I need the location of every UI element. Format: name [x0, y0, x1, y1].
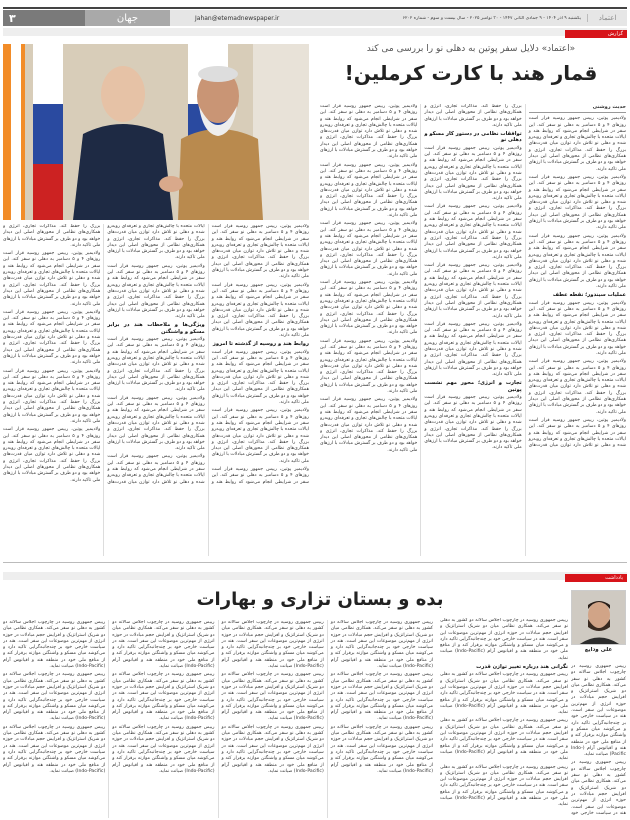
paragraph: ولادیمیر پوتین، رییس جمهور روسیه قرار است روزهای ۴ و ۵ دسامبر به دهلی نو سفر کند. این سفر در شرایطی انجام می‌شود که روابط هند و ایالات متحده با چالش‌های تجاری و تعرفه‌ای روبه‌رو شده و دهلی نو تلاش دارد توازن میان قدرت‌های بزرگ را حفظ کند. مذاکرات تجاری، انرژی و همکاری‌های نظامی از محورهای اصلی این دیدار خواهد بود و دو طرف بر گسترش مبادلات با ارزهای ملی تاکید دارند.	[211, 349, 309, 406]
paragraph: ولادیمیر پوتین، رییس جمهور روسیه قرار است روزهای ۴ و ۵ دسامبر به دهلی نو سفر کند. این سفر در شرایطی انجام می‌شود که روابط هند و ایالات متحده با چالش‌های تجاری و تعرفه‌ای روبه‌رو شده و دهلی نو تلاش دارد توازن میان قدرت‌های بزرگ را حفظ کند. مذاکرات تجاری، انرژی و همکاری‌های نظامی از محورهای اصلی این دیدار خواهد بود و دو طرف بر گسترش مبادلات با ارزهای ملی تاکید دارند.	[107, 337, 205, 393]
top-rule	[3, 7, 627, 9]
subhead: روابط هند و روسیه از گذشته تا امروز	[212, 341, 309, 348]
paragraph: ولادیمیر پوتین، رییس جمهور روسیه قرار است روزهای ۴ و ۵ دسامبر به دهلی نو سفر کند. این سفر در شرایطی انجام می‌شود که روابط هند و ایالات متحده با چالش‌های تجاری و تعرفه‌ای روبه‌رو شده و دهلی نو تلاش دارد توازن میان قدرت‌های بزرگ را حفظ کند. مذاکرات تجاری، انرژی و همکاری‌های نظامی از محورهای اصلی این دیدار خواهد بود و دو طرف بر گسترش مبادلات با ارزهای ملی تاکید دارند.	[320, 221, 418, 277]
paragraph: ولادیمیر پوتین، رییس جمهور روسیه قرار است روزهای ۴ و ۵ دسامبر به دهلی نو سفر کند. این سفر در شرایطی انجام می‌شود که روابط هند و ایالات متحده با چالش‌های تجاری و تعرفه‌ای روبه‌رو شده و دهلی نو تلاش دارد توازن میان قدرت‌های بزرگ را حفظ کند. مذاکرات تجاری، انرژی و همکاری‌های نظامی از محورهای اصلی این دیدار خواهد بود و دو طرف بر گسترش مبادلات با ارزهای ملی تاکید دارند.	[320, 397, 418, 453]
report-tag: گزارش	[565, 30, 627, 38]
paragraph: رییس جمهوری روسیه در چارچوب اجلاس سالانه دو کشور به دهلی نو سفر می‌کند. همکاری نظامی میان دو شریک استراتژیک و افزایش حجم مبادلات در حوزه انرژی از مهم‌ترین موضوعات این سفر است. هند در سیاست خارجی خود بر چندجانبه‌گرایی تاکید دارد و می‌کوشد میان مسکو و واشنگتن موازنه برقرار کند و از منافع ملی خود در منطقه هند و اقیانوس آرام (Indo-Pacific) صیانت نماید.	[221, 620, 324, 670]
paragraph: ولادیمیر پوتین، رییس جمهور روسیه قرار است روزهای ۴ و ۵ دسامبر به دهلی نو سفر کند. این سفر در شرایطی انجام می‌شود که روابط هند و ایالات متحده با چالش‌های تجاری و تعرفه‌ای روبه‌رو شده و دهلی نو تلاش دارد توازن میان قدرت‌های بزرگ را حفظ کند. مذاکرات تجاری، انرژی و همکاری‌های نظامی از محورهای اصلی این دیدار خواهد بود و دو طرف بر گسترش مبادلات با ارزهای ملی تاکید دارند.	[528, 359, 626, 415]
note-tag: یادداشت	[565, 574, 627, 582]
paragraph: ولادیمیر پوتین، رییس جمهور روسیه قرار است روزهای ۴ و ۵ دسامبر به دهلی نو سفر کند. این سفر در شرایطی انجام می‌شود که روابط هند و ایالات متحده با چالش‌های تجاری و تعرفه‌ای روبه‌رو شده و دهلی نو تلاش دارد توازن میان قدرت‌های بزرگ را حفظ کند. مذاکرات تجاری، انرژی و همکاری‌های نظامی از محورهای اصلی این دیدار خواهد بود و دو طرف بر گسترش مبادلات با ارزهای ملی تاکید دارند.	[320, 338, 418, 395]
paragraph: رییس جمهوری روسیه در چارچوب اجلاس سالانه دو کشور به دهلی نو سفر می‌کند. همکاری نظامی میان دو شریک استراتژیک و افزایش حجم مبادلات در حوزه انرژی از مهم‌ترین موضوعات این سفر است. هند در سیاست خارجی خود بر چندجانبه‌گرایی تاکید دارد و می‌کوشد میان مسکو و واشنگتن موازنه برقرار کند و از منافع ملی خود در منطقه هند و اقیانوس آرام (Indo-Pacific) صیانت نماید.	[112, 672, 215, 722]
paragraph: ولادیمیر پوتین، رییس جمهور روسیه قرار است روزهای ۴ و ۵ دسامبر به دهلی نو سفر کند. این سفر در شرایطی انجام می‌شود که روابط هند و ایالات متحده با چالش‌های تجاری و تعرفه‌ای روبه‌رو شده و دهلی نو تلاش دارد توازن میان قدرت‌های بزرگ را حفظ کند. مذاکرات تجاری، انرژی و همکاری‌های نظامی از محورهای اصلی این دیدار خواهد بود و دو طرف بر گسترش مبادلات با ارزهای ملی تاکید دارند.	[528, 233, 626, 290]
section-divider	[3, 562, 627, 563]
subhead: ویژگی‌ها و ملاحظات هند در برابر مسکو و واشنگتن	[107, 322, 205, 335]
paragraph: ولادیمیر پوتین، رییس جمهور روسیه قرار است روزهای ۴ و ۵ دسامبر به دهلی نو سفر کند. این سفر در شرایطی انجام می‌شود که روابط هند و ایالات متحده با چالش‌های تجاری و تعرفه‌ای روبه‌رو شده و دهلی نو تلاش دارد توازن میان قدرت‌های بزرگ را حفظ کند. مذاکرات تجاری، انرژی و همکاری‌های نظامی از محورهای اصلی این دیدار خواهد بود و دو طرف بر گسترش مبادلات با ارزهای ملی تاکید دارند.	[424, 321, 522, 378]
article-author: حدیث روشنی	[529, 104, 626, 113]
page-header	[3, 10, 627, 26]
paragraph: ولادیمیر پوتین، رییس جمهور روسیه قرار است روزهای ۴ و ۵ دسامبر به دهلی نو سفر کند. این سفر در شرایطی انجام می‌شود که روابط هند و ایالات متحده با چالش‌های تجاری و تعرفه‌ای روبه‌رو شده و دهلی نو تلاش دارد توازن میان قدرت‌های بزرگ را حفظ کند. مذاکرات تجاری، انرژی و همکاری‌های نظامی از محورهای اصلی این دیدار خواهد بود و دو طرف بر گسترش مبادلات با ارزهای ملی تاکید دارند.	[528, 116, 626, 172]
note-body-right	[440, 618, 568, 818]
section-email[interactable]: Jahan@etemadnewspaper.ir	[195, 14, 280, 22]
paragraph: رییس جمهوری روسیه در چارچوب اجلاس سالانه دو کشور به دهلی نو سفر می‌کند. همکاری نظامی میان دو شریک استراتژیک و افزایش حجم مبادلات در حوزه انرژی از مهم‌ترین موضوعات این سفر است. هند در سیاست خارجی خود بر چندجانبه‌گرایی تاکید دارد و می‌کوشد میان مسکو و واشنگتن موازنه برقرار کند و از منافع ملی خود در منطقه هند و اقیانوس آرام (Indo-Pacific) صیانت نماید.	[440, 618, 568, 661]
article-kicker: «اعتماد» دلایل سفر پوتین به دهلی نو را بررسی می کند	[366, 44, 576, 54]
paragraph: ولادیمیر پوتین، رییس جمهور روسیه قرار است روزهای ۴ و ۵ دسامبر به دهلی نو سفر کند. این سفر در شرایطی انجام می‌شود که روابط هند و ایالات متحده با چالش‌های تجاری و تعرفه‌ای روبه‌رو شده و دهلی نو تلاش دارد توازن میان قدرت‌های بزرگ را حفظ کند. مذاکرات تجاری، انرژی و همکاری‌های نظامی از محورهای اصلی این دیدار خواهد بود و دو طرف بر گسترش مبادلات با ارزهای ملی تاکید دارند.	[3, 368, 101, 424]
paragraph: رییس جمهوری روسیه در چارچوب اجلاس سالانه دو کشور به دهلی نو سفر می‌کند. همکاری نظامی میان دو شریک استراتژیک و افزایش حجم مبادلات در حوزه انرژی از مهم‌ترین موضوعات این سفر است. هند در سیاست خارجی خود بر چندجانبه‌گرایی تاکید دارد و می‌کوشد میان مسکو و واشنگتن موازنه برقرار کند و از منافع ملی خود در منطقه هند و اقیانوس آرام (Indo-Pacific) صیانت نماید.	[330, 672, 433, 722]
paragraph: رییس جمهوری روسیه در چارچوب اجلاس سالانه دو کشور به دهلی نو سفر می‌کند. همکاری نظامی میان دو شریک استراتژیک و افزایش حجم مبادلات در حوزه انرژی از مهم‌ترین موضوعات این سفر است. هند در سیاست خارجی خود بر چندجانبه‌گرایی تاکید دارد و می‌کوشد میان مسکو و واشنگتن موازنه برقرار کند و از منافع ملی خود در منطقه هند و اقیانوس آرام (Indo-Pacific) صیانت نماید.	[221, 672, 324, 722]
paragraph: رییس جمهوری روسیه در چارچوب اجلاس سالانه دو کشور به دهلی نو سفر می‌کند. همکاری نظامی میان دو شریک استراتژیک و افزایش حجم مبادلات در حوزه انرژی از مهم‌ترین موضوعات این سفر است. هند در سیاست خارجی خود بر چندجانبه‌گرایی تاکید دارد و می‌کوشد میان مسکو و واشنگتن موازنه برقرار کند و از منافع ملی خود در منطقه هند و اقیانوس آرام (Indo-Pacific) صیانت نماید.	[440, 672, 568, 716]
paragraph: ولادیمیر پوتین، رییس جمهور روسیه قرار است روزهای ۴ و ۵ دسامبر به دهلی نو سفر کند. این سفر در شرایطی انجام می‌شود که روابط هند و ایالات متحده با چالش‌های تجاری و تعرفه‌ای روبه‌رو شده و دهلی نو تلاش دارد توازن میان قدرت‌های بزرگ را حفظ کند. مذاکرات تجاری، انرژی و همکاری‌های نظامی از محورهای اصلی این دیدار خواهد بود و دو طرف بر گسترش مبادلات با ارزهای ملی تاکید دارند.	[528, 300, 626, 356]
gray-band	[3, 28, 627, 36]
paragraph: ولادیمیر پوتین، رییس جمهور روسیه قرار است روزهای ۴ و ۵ دسامبر به دهلی نو سفر کند. این سفر در شرایطی انجام می‌شود که روابط هند و ایالات متحده با چالش‌های تجاری و تعرفه‌ای روبه‌رو شده و دهلی نو تلاش دارد توازن میان قدرت‌های بزرگ را حفظ کند. مذاکرات تجاری، انرژی و همکاری‌های نظامی از محورهای اصلی این دیدار خواهد بود و دو طرف بر گسترش مبادلات با ارزهای ملی تاکید دارند.	[211, 408, 309, 464]
paragraph: رییس جمهوری روسیه در چارچوب اجلاس سالانه دو کشور به دهلی نو سفر می‌کند. همکاری نظامی میان دو شریک استراتژیک و افزایش حجم مبادلات در حوزه انرژی از مهم‌ترین موضوعات این سفر است. هند در سیاست خارجی خود بر چندجانبه‌گرایی تاکید دارد و می‌کوشد میان مسکو و واشنگتن موازنه برقرار کند و از منافع ملی خود در منطقه هند و اقیانوس آرام (Indo-Pacific) صیانت نماید.	[440, 764, 568, 808]
paragraph: ولادیمیر پوتین، رییس جمهور روسیه قرار است روزهای ۴ و ۵ دسامبر به دهلی نو سفر کند. این سفر در شرایطی انجام می‌شود که روابط هند و ایالات متحده با چالش‌های تجاری و تعرفه‌ای روبه‌رو شده و دهلی نو تلاش دارد توازن میان قدرت‌های بزرگ را حفظ کند. مذاکرات تجاری، انرژی و همکاری‌های نظامی از محورهای اصلی این دیدار خواهد بود و دو طرف بر گسترش مبادلات با ارزهای ملی تاکید دارند.	[107, 395, 205, 452]
author-name: علی ودایع	[584, 647, 613, 653]
paragraph: رییس جمهوری روسیه در چارچوب اجلاس سالانه دو کشور به دهلی نو سفر می‌کند. همکاری نظامی میان دو شریک استراتژیک و افزایش حجم مبادلات در حوزه انرژی از مهم‌ترین موضوعات این سفر است. هند در سیاست خارجی خود بر چندجانبه‌گرایی تاکید دارد و می‌کوشد میان مسکو و واشنگتن موازنه برقرار کند و از منافع ملی خود در منطقه هند و اقیانوس آرام (Indo-Pacific) صیانت نماید.	[330, 724, 433, 774]
article-headline: قمار هند با کارت کرملین!	[344, 61, 598, 85]
paragraph: ولادیمیر پوتین، رییس جمهور روسیه قرار است روزهای ۴ و ۵ دسامبر به دهلی نو سفر کند. این سفر در شرایطی انجام می‌شود که روابط هند و ایالات متحده با چالش‌های تجاری و تعرفه‌ای روبه‌رو شده و دهلی نو تلاش دارد توازن میان قدرت‌های بزرگ را حفظ کند. مذاکرات تجاری، انرژی و همکاری‌های نظامی از محورهای اصلی این دیدار خواهد بود و دو طرف بر گسترش مبادلات با ارزهای ملی تاکید دارند.	[424, 204, 522, 260]
paragraph: ولادیمیر پوتین، رییس جمهور روسیه قرار است روزهای ۴ و ۵ دسامبر به دهلی نو سفر کند. این سفر در شرایطی انجام می‌شود که روابط هند و ایالات متحده با چالش‌های تجاری و تعرفه‌ای روبه‌رو شده و دهلی نو تلاش دارد توازن میان قدرت‌های بزرگ را حفظ کند. مذاکرات تجاری، انرژی و همکاری‌های نظامی از محورهای اصلی این دیدار خواهد بود و دو طرف بر گسترش مبادلات با ارزهای ملی تاکید دارند.	[3, 309, 101, 366]
paragraph: ولادیمیر پوتین، رییس جمهور روسیه قرار است روزهای ۴ و ۵ دسامبر به دهلی نو سفر کند. این سفر در شرایطی انجام می‌شود که روابط هند و ایالات متحده با چالش‌های تجاری و تعرفه‌ای روبه‌رو شده و دهلی نو تلاش دارد توازن میان قدرت‌های بزرگ را حفظ کند. مذاکرات تجاری، انرژی و همکاری‌های نظامی از محورهای اصلی این دیدار خواهد بود و دو طرف بر گسترش مبادلات با ارزهای ملی تاکید دارند.	[320, 280, 418, 336]
paragraph: ولادیمیر پوتین، رییس جمهور روسیه قرار است روزهای ۴ و ۵ دسامبر به دهلی نو سفر کند. این سفر در شرایطی انجام می‌شود که روابط هند و ایالات متحده با چالش‌های تجاری و تعرفه‌ای روبه‌رو شده و دهلی نو تلاش دارد توازن میان قدرت‌های بزرگ را حفظ کند. مذاکرات تجاری، انرژی و همکاری‌های نظامی از محورهای اصلی این دیدار خواهد بود و دو طرف بر گسترش مبادلات با ارزهای ملی تاکید دارند.	[424, 104, 626, 449]
author-photo	[571, 590, 626, 645]
paragraph: ولادیمیر پوتین، رییس جمهور روسیه قرار است روزهای ۴ و ۵ دسامبر به دهلی نو سفر کند. این سفر در شرایطی انجام می‌شود که روابط هند و ایالات متحده با چالش‌های تجاری و تعرفه‌ای روبه‌رو شده و دهلی نو تلاش دارد توازن میان قدرت‌های بزرگ را حفظ کند. مذاکرات تجاری، انرژی و همکاری‌های نظامی از محورهای اصلی این دیدار خواهد بود و دو طرف بر گسترش مبادلات با ارزهای ملی تاکید دارند.	[3, 224, 205, 485]
paragraph: ولادیمیر پوتین، رییس جمهور روسیه قرار است روزهای ۴ و ۵ دسامبر به دهلی نو سفر کند. این سفر در شرایطی انجام می‌شود که روابط هند و ایالات متحده با چالش‌های تجاری و تعرفه‌ای روبه‌رو شده و دهلی نو تلاش دارد توازن میان قدرت‌های بزرگ را حفظ کند. مذاکرات تجاری، انرژی و همکاری‌های نظامی از محورهای اصلی این دیدار خواهد بود و دو طرف بر گسترش مبادلات با ارزهای ملی تاکید دارند.	[424, 395, 522, 451]
note-headline: بده و بستان تزاری و بهارات	[196, 589, 444, 610]
page-number: ۳	[3, 10, 85, 26]
note-body-under-photo	[571, 664, 626, 818]
paragraph: رییس جمهوری روسیه در چارچوب اجلاس سالانه دو کشور به دهلی نو سفر می‌کند. همکاری نظامی میان دو شریک استراتژیک و افزایش حجم مبادلات در حوزه انرژی از مهم‌ترین موضوعات این سفر است. هند در سیاست خارجی خود بر چندجانبه‌گرایی تاکید دارد و می‌کوشد میان مسکو و واشنگتن موازنه برقرار کند و از منافع ملی خود در منطقه هند و اقیانوس آرام (Indo-Pacific) صیانت نماید.	[440, 718, 568, 762]
paragraph: ولادیمیر پوتین، رییس جمهور روسیه قرار است روزهای ۴ و ۵ دسامبر به دهلی نو سفر کند. این سفر در شرایطی انجام می‌شود که روابط هند و ایالات متحده با چالش‌های تجاری و تعرفه‌ای روبه‌رو شده و دهلی نو تلاش دارد توازن میان قدرت‌های بزرگ را حفظ کند. مذاکرات تجاری، انرژی و همکاری‌های نظامی از محورهای اصلی این دیدار خواهد بود و دو طرف بر گسترش مبادلات با ارزهای ملی تاکید دارند.	[107, 224, 309, 485]
article-body-left	[3, 224, 309, 556]
paragraph: ولادیمیر پوتین، رییس جمهور روسیه قرار است روزهای ۴ و ۵ دسامبر به دهلی نو سفر کند. این سفر در شرایطی انجام می‌شود که روابط هند و ایالات متحده با چالش‌های تجاری و تعرفه‌ای روبه‌رو شده و دهلی نو تلاش دارد توازن میان قدرت‌های بزرگ را حفظ کند. مذاکرات تجاری، انرژی و همکاری‌های نظامی از محورهای اصلی این دیدار خواهد بود و دو طرف بر گسترش مبادلات با ارزهای ملی تاکید دارند.	[3, 251, 101, 307]
paragraph: ولادیمیر پوتین، رییس جمهور روسیه قرار است روزهای ۴ و ۵ دسامبر به دهلی نو سفر کند. این سفر در شرایطی انجام می‌شود که روابط هند و ایالات متحده با چالش‌های تجاری و تعرفه‌ای روبه‌رو شده و دهلی نو تلاش دارد توازن میان قدرت‌های بزرگ را حفظ کند. مذاکرات تجاری، انرژی و همکاری‌های نظامی از محورهای اصلی این دیدار خواهد بود و دو طرف بر گسترش مبادلات با ارزهای ملی تاکید دارند.	[320, 104, 418, 160]
newspaper-logo: اعتماد	[587, 14, 627, 22]
paragraph: ولادیمیر پوتین، رییس جمهور روسیه قرار است روزهای ۴ و ۵ دسامبر به دهلی نو سفر کند. این سفر در شرایطی انجام می‌شود که روابط هند و ایالات متحده با چالش‌های تجاری و تعرفه‌ای روبه‌رو شده و دهلی نو تلاش دارد توازن میان قدرت‌های بزرگ را حفظ کند. مذاکرات تجاری، انرژی و همکاری‌های نظامی از محورهای اصلی این دیدار خواهد بود و دو طرف بر گسترش مبادلات با ارزهای ملی تاکید دارند.	[528, 174, 626, 231]
paragraph: رییس جمهوری روسیه در چارچوب اجلاس سالانه دو کشور به دهلی نو سفر می‌کند. همکاری نظامی میان دو شریک استراتژیک و افزایش حجم مبادلات در حوزه انرژی از مهم‌ترین موضوعات این سفر است. هند در سیاست خارجی خود بر چندجانبه‌گرایی تاکید دارد و می‌کوشد میان مسکو و واشنگتن موازنه برقرار کند و از منافع ملی خود در منطقه هند و اقیانوس آرام (Indo-Pacific) صیانت نماید.	[221, 724, 324, 774]
paragraph: رییس جمهوری روسیه در چارچوب اجلاس سالانه دو کشور به دهلی نو سفر می‌کند. همکاری نظامی میان دو شریک استراتژیک و افزایش حجم مبادلات در حوزه انرژی از مهم‌ترین موضوعات این سفر است. هند در سیاست خارجی خود بر چندجانبه‌گرایی تاکید دارد و می‌کوشد میان مسکو و واشنگتن موازنه برقرار کند و از منافع ملی خود در منطقه هند و اقیانوس آرام (Indo-Pacific) صیانت نماید.	[112, 724, 215, 774]
author-box	[571, 590, 626, 654]
putin-modi-photo	[3, 44, 309, 220]
dateline: یکشنبه ۹ آذر ۱۴۰۴ - ۹ جمادی الثانی ۱۴۴۷ - ۳۰ نوامبر ۲۰۲۵ - سال بیست و سوم - شماره ۶۲۰۲	[402, 15, 581, 21]
section-name: جهان	[85, 10, 170, 26]
paragraph: رییس جمهوری روسیه در چارچوب اجلاس سالانه دو کشور به دهلی نو سفر می‌کند. همکاری نظامی میان دو شریک استراتژیک و افزایش حجم مبادلات در حوزه انرژی از مهم‌ترین موضوعات این سفر است. هند در سیاست خارجی خود بر چندجانبه‌گرایی تاکید دارد و می‌کوشد میان مسکو و واشنگتن موازنه برقرار کند و از منافع ملی خود در منطقه هند و اقیانوس آرام (Indo-Pacific) صیانت نماید.	[330, 620, 433, 670]
paragraph: ولادیمیر پوتین، رییس جمهور روسیه قرار است روزهای ۴ و ۵ دسامبر به دهلی نو سفر کند. این سفر در شرایطی انجام می‌شود که روابط هند و ایالات متحده با چالش‌های تجاری و تعرفه‌ای روبه‌رو شده و دهلی نو تلاش دارد توازن میان قدرت‌های بزرگ را حفظ کند. مذاکرات تجاری، انرژی و همکاری‌های نظامی از محورهای اصلی این دیدار خواهد بود و دو طرف بر گسترش مبادلات با ارزهای ملی تاکید دارند.	[211, 282, 309, 339]
subhead: نگرانی هند درباره تغییر توازن قدرت	[476, 664, 568, 671]
note-body-left	[3, 620, 433, 818]
paragraph: ولادیمیر پوتین، رییس جمهور روسیه قرار است روزهای ۴ و ۵ دسامبر به دهلی نو سفر کند. این سفر در شرایطی انجام می‌شود که روابط هند و ایالات متحده با چالش‌های تجاری و تعرفه‌ای روبه‌رو شده و دهلی نو تلاش دارد توازن میان قدرت‌های بزرگ را حفظ کند. مذاکرات تجاری، انرژی و همکاری‌های نظامی از محورهای اصلی این دیدار خواهد بود و دو طرف بر گسترش مبادلات با ارزهای ملی تاکید دارند.	[211, 224, 309, 280]
subhead: تجارت و انرژی؛ محور مهم نشست پوتین	[424, 380, 522, 393]
paragraph: ولادیمیر پوتین، رییس جمهور روسیه قرار است روزهای ۴ و ۵ دسامبر به دهلی نو سفر کند. این سفر در شرایطی انجام می‌شود که روابط هند و ایالات متحده با چالش‌های تجاری و تعرفه‌ای روبه‌رو شده و دهلی نو تلاش دارد توازن میان قدرت‌های بزرگ را حفظ کند. مذاکرات تجاری، انرژی و همکاری‌های نظامی از محورهای اصلی این دیدار خواهد بود و دو طرف بر گسترش مبادلات با ارزهای ملی تاکید دارند.	[424, 263, 522, 319]
article-body-right	[320, 104, 626, 556]
subhead: توافقات نظامی در دستور کار مسکو و دهلی نو	[424, 131, 522, 144]
paragraph: رییس جمهوری روسیه در چارچوب اجلاس سالانه دو کشور به دهلی نو سفر می‌کند. همکاری نظامی میان دو شریک استراتژیک و افزایش حجم مبادلات در حوزه انرژی از مهم‌ترین موضوعات این سفر است. هند در سیاست خارجی خود	[571, 760, 626, 816]
paragraph: ولادیمیر پوتین، رییس جمهور روسیه قرار است روزهای ۴ و ۵ دسامبر به دهلی نو سفر کند. این سفر در شرایطی انجام می‌شود که روابط هند و ایالات متحده با چالش‌های تجاری و تعرفه‌ای روبه‌رو شده و دهلی نو تلاش دارد توازن میان قدرت‌های بزرگ را حفظ کند. مذاکرات تجاری، انرژی و همکاری‌های نظامی از محورهای اصلی این دیدار خواهد بود و دو طرف بر گسترش مبادلات با ارزهای ملی تاکید دارند.	[320, 162, 418, 219]
paragraph: رییس جمهوری روسیه در چارچوب اجلاس سالانه دو کشور به دهلی نو سفر می‌کند. همکاری نظامی میان دو شریک استراتژیک و افزایش حجم مبادلات در حوزه انرژی از مهم‌ترین موضوعات این سفر است. هند در سیاست خارجی خود بر چندجانبه‌گرایی تاکید دارد و می‌کوشد میان مسکو و واشنگتن موازنه برقرار کند و از منافع ملی خود در منطقه هند و اقیانوس آرام (Indo-Pacific) صیانت نماید.	[571, 664, 626, 758]
paragraph: رییس جمهوری روسیه در چارچوب اجلاس سالانه دو کشور به دهلی نو سفر می‌کند. همکاری نظامی میان دو شریک استراتژیک و افزایش حجم مبادلات در حوزه انرژی از مهم‌ترین موضوعات این سفر است. هند در سیاست خارجی خود بر چندجانبه‌گرایی تاکید دارد و می‌کوشد میان مسکو و واشنگتن موازنه برقرار کند و از منافع ملی خود در منطقه هند و اقیانوس آرام (Indo-Pacific) صیانت نماید.	[112, 620, 215, 670]
paragraph: ولادیمیر پوتین، رییس جمهور روسیه قرار است روزهای ۴ و ۵ دسامبر به دهلی نو سفر کند. این سفر در شرایطی انجام می‌شود که روابط هند و ایالات متحده با چالش‌های تجاری و تعرفه‌ای روبه‌رو شده و دهلی نو تلاش دارد توازن میان قدرت‌های بزرگ را حفظ کند. مذاکرات تجاری، انرژی و همکاری‌های نظامی از محورهای اصلی این دیدار خواهد بود و دو طرف بر گسترش مبادلات با ارزهای ملی تاکید دارند.	[424, 145, 522, 202]
paragraph: ولادیمیر پوتین، رییس جمهور روسیه قرار است روزهای ۴ و ۵ دسامبر به دهلی نو سفر کند. این سفر در شرایطی انجام می‌شود که روابط هند و ایالات متحده با چالش‌های تجاری و تعرفه‌ای روبه‌رو شده و دهلی نو تلاش دارد توازن میان قدرت‌های بزرگ را حفظ کند. مذاکرات تجاری، انرژی و همکاری‌های نظامی از محورهای اصلی این دیدار خواهد بود و دو طرف بر گسترش مبادلات با ارزهای ملی تاکید دارند.	[107, 263, 205, 320]
paragraph: ولادیمیر پوتین، رییس جمهور روسیه قرار است روزهای ۴ و ۵ دسامبر به دهلی نو سفر کند. این سفر در شرایطی انجام می‌شود که روابط هند و ایالات متحده با چالش‌های تجاری و تعرفه‌ای روبه‌رو شده و دهلی نو تلاش دارد توازن میان قدرت‌های بزرگ را حفظ کند. مذاکرات تجاری، انرژی و همکاری‌های نظامی از محورهای اصلی این دیدار خواهد بود و دو طرف بر گسترش مبادلات با ارزهای ملی تاکید دارند.	[3, 427, 101, 483]
gray-band	[3, 572, 627, 580]
paragraph: رییس جمهوری روسیه در چارچوب اجلاس سالانه دو کشور به دهلی نو سفر می‌کند. همکاری نظامی میان دو شریک استراتژیک و افزایش حجم مبادلات در حوزه انرژی از مهم‌ترین موضوعات این سفر است. هند در سیاست خارجی خود بر چندجانبه‌گرایی تاکید دارد و می‌کوشد میان مسکو و واشنگتن موازنه برقرار کند و از منافع ملی خود در منطقه هند و اقیانوس آرام (Indo-Pacific) صیانت نماید.	[3, 724, 106, 774]
paragraph: رییس جمهوری روسیه در چارچوب اجلاس سالانه دو کشور به دهلی نو سفر می‌کند. همکاری نظامی میان دو شریک استراتژیک و افزایش حجم مبادلات در حوزه انرژی از مهم‌ترین موضوعات این سفر است. هند در سیاست خارجی خود بر چندجانبه‌گرایی تاکید دارد و می‌کوشد میان مسکو و واشنگتن موازنه برقرار کند و از منافع ملی خود در منطقه هند و اقیانوس آرام (Indo-Pacific) صیانت نماید.	[3, 620, 106, 670]
paragraph: رییس جمهوری روسیه در چارچوب اجلاس سالانه دو کشور به دهلی نو سفر می‌کند. همکاری نظامی میان دو شریک استراتژیک و افزایش حجم مبادلات در حوزه انرژی از مهم‌ترین موضوعات این سفر است. هند در سیاست خارجی خود بر چندجانبه‌گرایی تاکید دارد و می‌کوشد میان مسکو و واشنگتن موازنه برقرار کند و از منافع ملی خود در منطقه هند و اقیانوس آرام (Indo-Pacific) صیانت نماید.	[3, 672, 106, 722]
subhead: عملیات سیندور؛ نقطه عطف	[552, 292, 626, 299]
